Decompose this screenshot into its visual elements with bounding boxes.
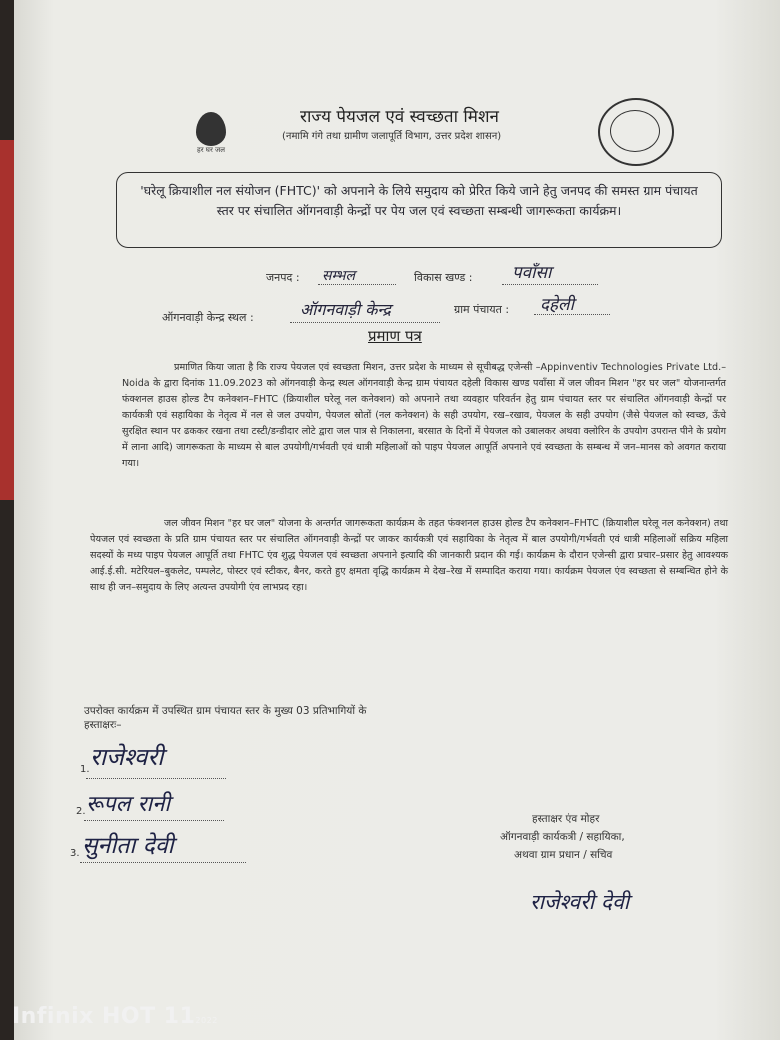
program-banner: 'घरेलू क्रियाशील नल संयोजन (FHTC)' को अपनाने के लिये समुदाय को प्रेरित किये जाने हेतु जनपद की समस्त ग्राम पंचायत स्तर पर संचालित ऑगनवाड़ी केन्द्रों पर पेय जल एवं स्वच्छता सम्बन्धी जागरूकता कार्यक्रम।: [116, 172, 722, 248]
district-value: सम्भल: [322, 268, 355, 284]
certificate-heading: प्रमाण पत्र: [368, 327, 422, 345]
camera-watermark: [12, 1004, 218, 1029]
org-subtitle: (नमामि गंगे तथा ग्रामीण जलापूर्ति विभाग, उत्तर प्रदेश शासन): [282, 131, 502, 142]
block-value: पवाँसा: [512, 263, 552, 283]
logo-caption: हर घर जल: [197, 146, 225, 154]
district-label: जनपद :: [266, 271, 300, 284]
water-drop-icon: [196, 112, 226, 146]
har-ghar-jal-logo: [176, 112, 246, 154]
participant-number: 2.: [76, 806, 86, 817]
panchayat-label: ग्राम पंचायत :: [454, 303, 510, 316]
participant-number: 1.: [80, 764, 90, 775]
authority-line-1: हस्ताक्षर एंव मोहर: [532, 813, 600, 825]
up-govt-seal-icon: [598, 98, 674, 166]
centre-label: ऑगनवाड़ी केन्द्र स्थल :: [162, 311, 254, 324]
certificate-paragraph-2: जल जीवन मिशन "हर घर जल" योजना के अन्तर्गत जागरूकता कार्यक्रम के तहत फंक्शनल हाउस होल्ड टैप कनेक्शन–FHTC (क्रियाशील घरेलू नल कनेक्शन) तथा पेयजल एवं स्वच्छता के प्रति ग्राम पंचायत स्तर पर संचालित ऑगनवाड़ी केन्द्रों पर जाकर कार्यकत्री एवं सहायिका के नेतृत्व में बाल उपयोगी/गर्भवती एवं धात्री महिलाओं सक्रिय महिला सदस्यों के मध्य पाइप पेयजल आपूर्ति तथा FHTC एंव शुद्ध पेयजल एवं स्वच्छता अपनाने इत्यादि की जानकारी प्रदान की गई। कार्यक्रम के दौरान एजेन्सी द्वारा प्रचार–प्रसार हेतु आवश्यक आई.ई.सी. मटेरियल–बुकलेट, पम्पलेट, पोस्टर एवं स्टीकर, बैनर, करते हुए क्षमता वृद्धि कार्यक्रम मे देख–रेख में सम्पादित कराया गया। कार्यक्रम पेयजल एंव स्वच्छता से सम्बन्धित होने के साथ ही जन–समुदाय के लिए अत्यन्त उपयोगी एंव लाभप्रद रहा।: [90, 518, 728, 593]
org-title: राज्य पेयजल एवं स्वच्छता मिशन: [300, 107, 499, 127]
centre-value: ऑगनवाड़ी केन्द्र: [300, 300, 391, 319]
authority-line-3: अथवा ग्राम प्रधान / सचिव: [514, 849, 613, 861]
participant-signature: रूपल रानी: [86, 792, 171, 817]
watermark-year: 2022: [195, 1016, 218, 1025]
signature-label: हस्ताक्षरः–: [84, 719, 122, 731]
watermark-brand: Infinix HOT 11: [12, 1004, 196, 1029]
certificate-paragraph-1: प्रमाणित किया जाता है कि राज्य पेयजल एवं स्वच्छता मिशन, उत्तर प्रदेश के माध्यम से सूचीबद्ध एजेन्सी –Appinventiv Technologies Private Ltd.– Noida के द्वारा दिनांक 11.09.2023 को ऑगनवाड़ी केन्द्र स्थल ऑगनवाड़ी केन्द्र ग्राम पंचायत दहेली विकास खण्ड पवाँसा में जल जीवन मिशन "हर घर जल" योजनान्तर्गत फंक्शनल हाउस होल्ड टैप कनेक्शन–FHTC (क्रियाशील घरेलू नल कनेक्शन) को अपनाने तथा व्यवहार परिवर्तन हेतु ग्राम पंचायत स्तर पर संचालित ऑगनवाड़ी केन्द्रों पर कार्यकत्री एवं सहायिका के नेतृत्व में नल से जल उपयोग, पेयजल स्रोतों (नल कनेक्शन) के सही उपयोग, रख–रखाव, पेयजल के सही उपयोग (जैसे पेयजल को स्वच्छ, ऊँचे सुरक्षित स्थान पर ढककर रखना तथा टस्टी/डन्डीदार लोटे द्वारा जल पात्र से निकालना, बरसात के दिनों में पेयजल को उबालकर अथवा क्लोरिन के उपयोग उपरान्त पीने के प्रयोग में लाना आदि) जागरूकता के माध्यम से बाल उपयोगी/गर्भवती एवं धात्री महिलाओं को पाइप पेयजल आपूर्ति अपनाने एवं स्वच्छता के सम्बन्ध में जन–मानस को अवगत कराया गया।: [122, 362, 726, 469]
participant-signature: सुनीता देवी: [82, 833, 174, 859]
authority-line-2: ऑगनवाड़ी कार्यकत्री / सहायिका,: [500, 831, 625, 843]
block-label: विकास खण्ड :: [414, 271, 473, 284]
participant-signature: राजेश्वरी: [90, 743, 164, 771]
authority-signature: राजेश्वरी देवी: [530, 890, 630, 914]
panchayat-value: दहेली: [540, 295, 574, 315]
participant-number: 3.: [70, 848, 80, 859]
participants-intro: उपरोक्त कार्यक्रम में उपस्थित ग्राम पंचायत स्तर के मुख्य 03 प्रतिभागियों के: [84, 705, 367, 717]
